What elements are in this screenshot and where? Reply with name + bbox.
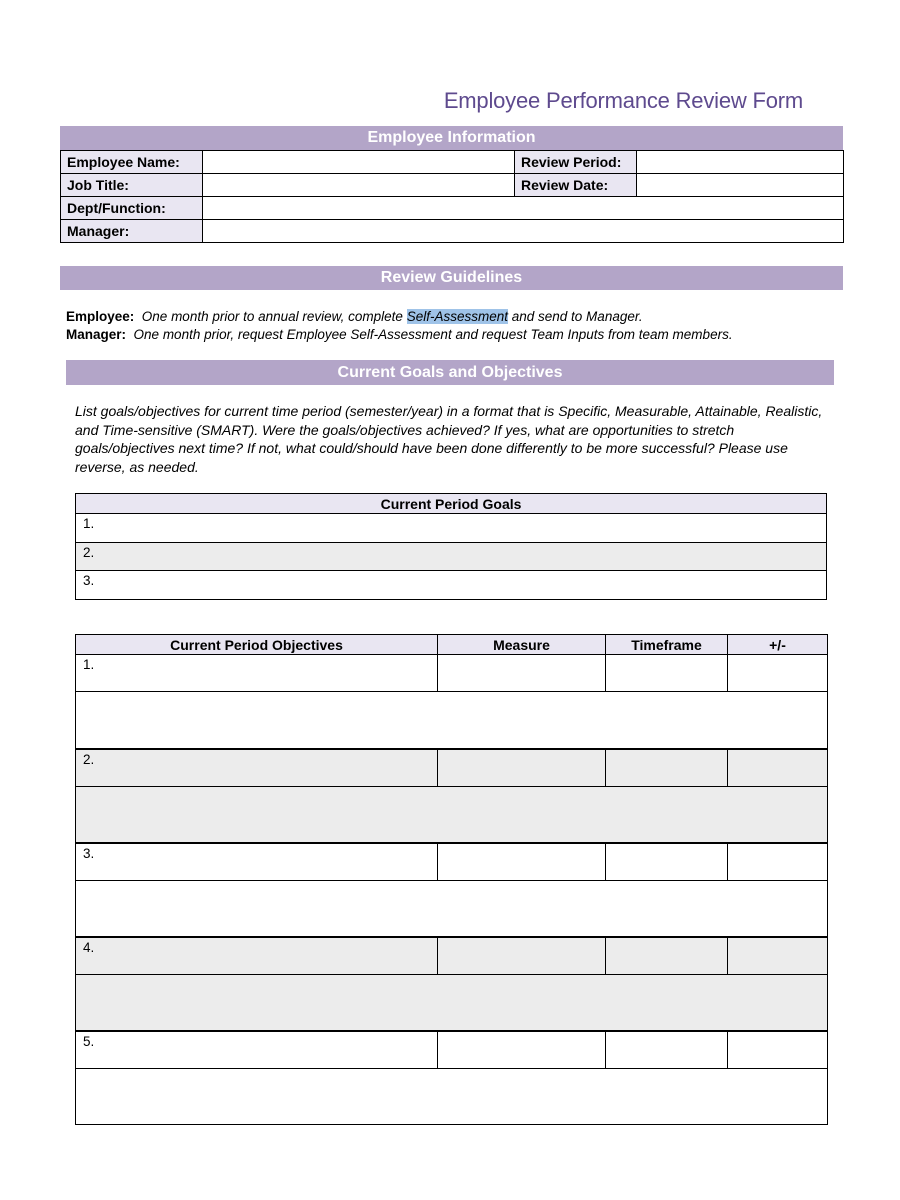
dept-function-field[interactable]: [203, 197, 844, 220]
goals-header: Current Period Goals: [76, 494, 827, 514]
objective-4-measure[interactable]: [438, 937, 606, 975]
employee-name-field[interactable]: [203, 151, 515, 174]
objective-2-plus-minus[interactable]: [728, 749, 828, 787]
goals-instructions: List goals/objectives for current time period (semester/year) in a format that is Specific, Measurable, Attainable, Realistic, and Time-sensitive (SMART). Were the goals/objectives achieved? If yes, what are opportunities to stretch goals/objectives next time? If not, what could/should have been done differently to be more successful? Please use reverse, as needed.: [75, 403, 823, 475]
manager-guideline-label: Manager: [66, 327, 122, 342]
objective-5-notes[interactable]: [76, 1069, 828, 1125]
objective-2-timeframe[interactable]: [606, 749, 728, 787]
manager-label: Manager:: [61, 220, 203, 243]
objective-1-cell[interactable]: [76, 655, 438, 692]
objective-number: 3.: [83, 845, 95, 861]
review-guidelines-text: [66, 308, 733, 344]
employee-guideline-text-1: One month prior to annual review, complete: [141, 309, 407, 324]
employee-info-table: [60, 150, 844, 243]
timeframe-header: Timeframe: [606, 635, 728, 655]
employee-guideline-label: Employee: [66, 309, 130, 324]
goal-row-3[interactable]: [76, 571, 827, 600]
objective-3-notes[interactable]: [76, 881, 828, 937]
objective-5-measure[interactable]: [438, 1031, 606, 1069]
objective-1-notes[interactable]: [76, 692, 828, 749]
employee-guideline-text-2: and send to Manager.: [508, 309, 643, 324]
objective-1-measure[interactable]: [438, 655, 606, 692]
objective-5-timeframe[interactable]: [606, 1031, 728, 1069]
dept-function-label: Dept/Function:: [61, 197, 203, 220]
job-title-field[interactable]: [203, 174, 515, 197]
objective-2-measure[interactable]: [438, 749, 606, 787]
section-current-goals: Current Goals and Objectives: [66, 360, 834, 385]
review-period-label: Review Period:: [515, 151, 637, 174]
employee-name-label: Employee Name:: [61, 151, 203, 174]
objective-5-plus-minus[interactable]: [728, 1031, 828, 1069]
form-title: Employee Performance Review Form: [443, 88, 803, 113]
objectives-header: Current Period Objectives: [76, 635, 438, 655]
goal-number: 1.: [83, 516, 95, 531]
objective-3-measure[interactable]: [438, 843, 606, 881]
goal-row-2[interactable]: [76, 543, 827, 571]
goal-number: 3.: [83, 573, 95, 588]
objective-2-cell[interactable]: [76, 749, 438, 787]
objective-4-cell[interactable]: [76, 937, 438, 975]
objective-number: 5.: [83, 1033, 95, 1049]
objective-4-timeframe[interactable]: [606, 937, 728, 975]
review-date-label: Review Date:: [515, 174, 637, 197]
employee-guideline: Employee: One month prior to annual review, complete Self-Assessment and send to Manager.: [66, 309, 643, 324]
section-employee-information: Employee Information: [60, 126, 843, 150]
current-period-goals-table: [75, 493, 827, 600]
review-period-field[interactable]: [637, 151, 844, 174]
current-period-objectives-table: [75, 634, 828, 1125]
goal-number: 2.: [83, 545, 95, 560]
measure-header: Measure: [438, 635, 606, 655]
self-assessment-highlight: Self-Assessment: [406, 309, 508, 324]
objective-4-plus-minus[interactable]: [728, 937, 828, 975]
objective-number: 1.: [83, 657, 95, 672]
job-title-label: Job Title:: [61, 174, 203, 197]
objective-2-notes[interactable]: [76, 787, 828, 843]
plus-minus-header: +/-: [728, 635, 828, 655]
objective-3-cell[interactable]: [76, 843, 438, 881]
objective-3-plus-minus[interactable]: [728, 843, 828, 881]
objective-1-plus-minus[interactable]: [728, 655, 828, 692]
manager-guideline: Manager: One month prior, request Employee Self-Assessment and request Team Inputs from team members.: [66, 327, 733, 342]
objective-number: 2.: [83, 751, 95, 767]
objective-4-notes[interactable]: [76, 975, 828, 1031]
manager-guideline-text: One month prior, request Employee Self-Assessment and request Team Inputs from team members.: [133, 327, 733, 342]
objective-3-timeframe[interactable]: [606, 843, 728, 881]
objective-1-timeframe[interactable]: [606, 655, 728, 692]
review-date-field[interactable]: [637, 174, 844, 197]
manager-field[interactable]: [203, 220, 844, 243]
objective-number: 4.: [83, 939, 95, 955]
objective-5-cell[interactable]: [76, 1031, 438, 1069]
section-review-guidelines: Review Guidelines: [60, 266, 843, 290]
goal-row-1[interactable]: [76, 514, 827, 543]
